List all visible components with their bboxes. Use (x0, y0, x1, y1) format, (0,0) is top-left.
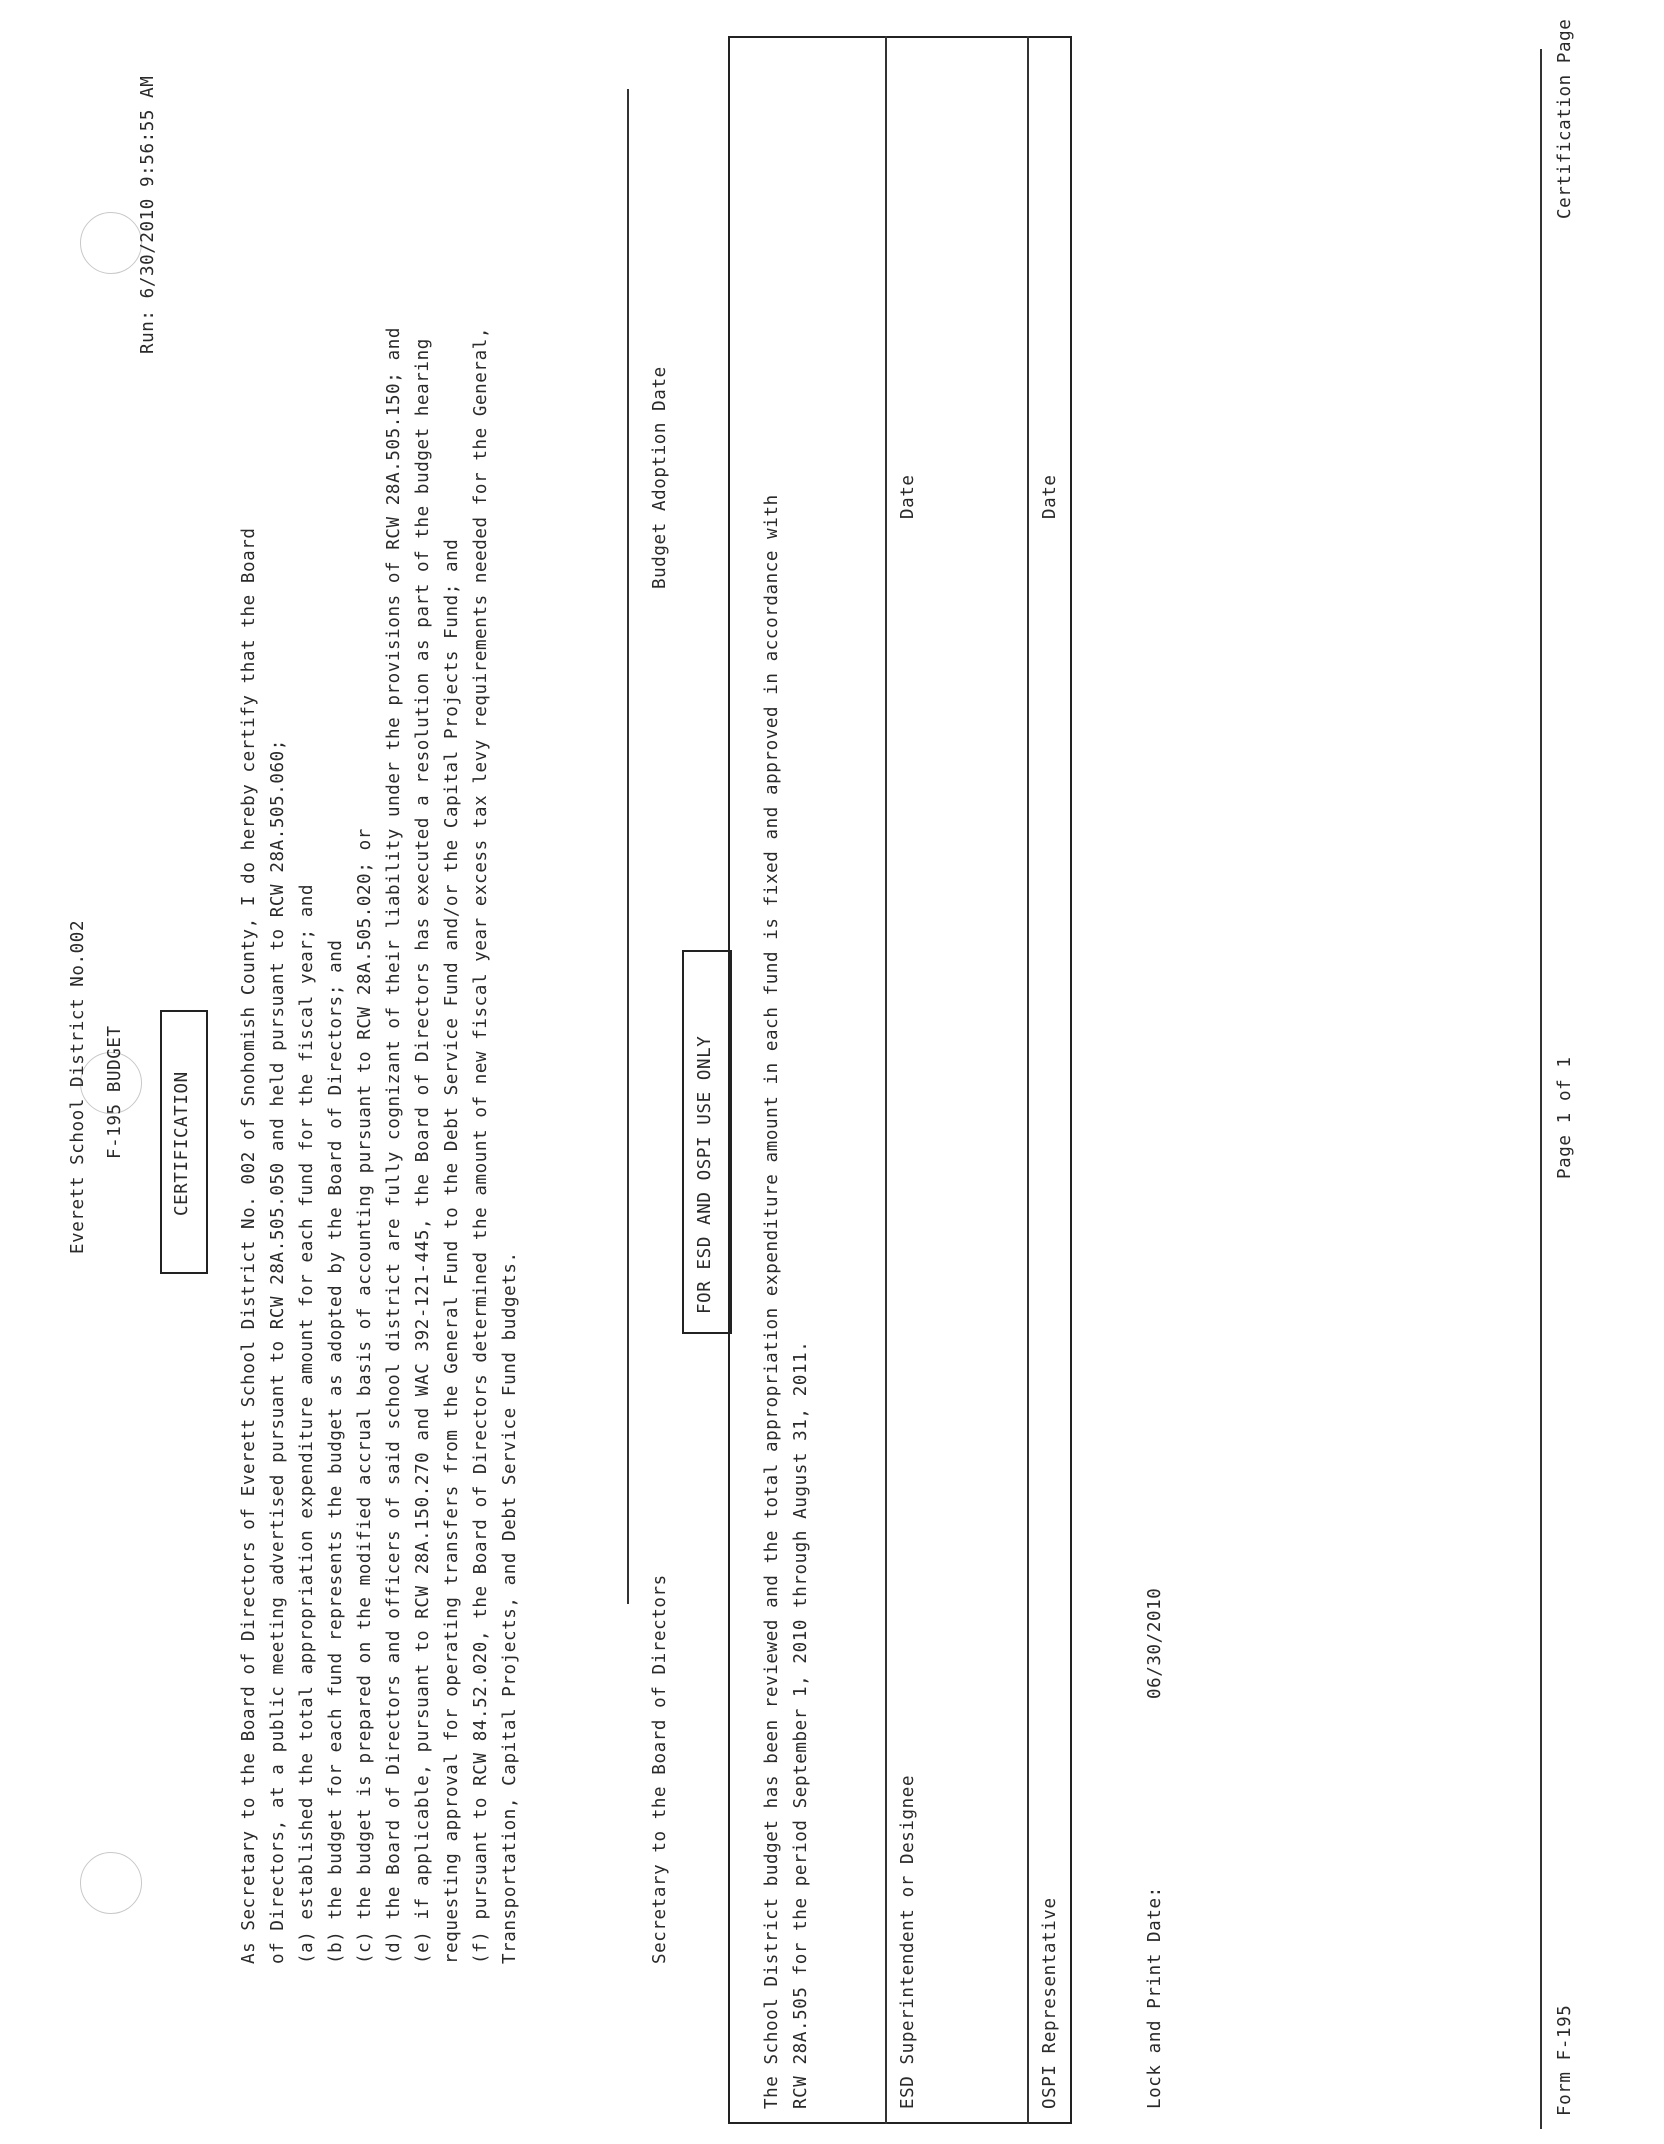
ospi-representative-label: OSPI Representative (1040, 1897, 1060, 2109)
clause-b: (b) the budget for each fund represents the budget as adopted by the Board of Directors; and (326, 939, 346, 1964)
lock-print-date: 06/30/2010 (1145, 1587, 1165, 1699)
clause-d: (d) the Board of Directors and officers of said school district are fully cognizant of their liability under the provisions of RCW 28A.505.150; and (384, 327, 404, 1964)
esd-signature-line (885, 36, 887, 2124)
secretary-label: Secretary to the Board of Directors (650, 1574, 670, 1964)
certification-intro-line-1: As Secretary to the Board of Directors of Everett School District No. 002 of Snohomish County, I do hereby certify that the Board (239, 527, 259, 1964)
clause-e-continued: requesting approval for operating transfers from the General Fund to the Debt Service Fund and/or the Capital Projects Fund; and (442, 538, 462, 1964)
approval-statement-line-1: The School District budget has been reviewed and the total appropriation expenditure amount in each fund is fixed and approved in accordance with (762, 494, 782, 2109)
certification-intro-line-2: of Directors, at a public meeting advertised pursuant to RCW 28A.505.050 and held pursuant to RCW 28A.505.060; (268, 739, 288, 1964)
certification-page-label: Certification Page (1555, 18, 1575, 219)
adoption-date-label: Budget Adoption Date (650, 366, 670, 589)
clause-c: (c) the budget is prepared on the modified accrual basis of accounting pursuant to RCW 28A.505.020; or (355, 828, 375, 1964)
adoption-date-line (627, 89, 629, 489)
footer-rule (1540, 49, 1542, 2129)
clause-f-continued: Transportation, Capital Projects, and Debt Service Fund budgets. (500, 1251, 520, 1964)
secretary-signature-line (627, 334, 629, 1604)
punch-hole-right (80, 212, 142, 274)
certification-title: CERTIFICATION (172, 1071, 192, 1216)
run-timestamp: Run: 6/30/2010 9:56:55 AM (138, 75, 158, 354)
clause-f: (f) pursuant to RCW 84.52.020, the Board of Directors determined the amount of new fiscal year excess tax levy requirements needed for the General, (471, 327, 491, 1964)
ospi-date-label: Date (1040, 474, 1060, 519)
approval-statement-line-2: RCW 28A.505 for the period September 1, 2010 through August 31, 2011. (791, 1340, 811, 2109)
ospi-signature-line (1027, 36, 1029, 2124)
esd-superintendent-label: ESD Superintendent or Designee (898, 1774, 918, 2109)
district-name: Everett School District No.002 (68, 919, 88, 1254)
form-number-label: Form F-195 (1555, 2004, 1575, 2116)
clause-a: (a) established the total appropriation expenditure amount for each fund for the fiscal year; and (297, 883, 317, 1964)
lock-print-label: Lock and Print Date: (1145, 1886, 1165, 2109)
form-title: F-195 BUDGET (105, 1025, 125, 1159)
punch-hole-left (80, 1852, 142, 1914)
clause-e: (e) if applicable, pursuant to RCW 28A.150.270 and WAC 392-121-445, the Board of Directors has executed a resolution as part of the budget hearing (413, 338, 433, 1964)
page-number-label: Page 1 of 1 (1555, 1056, 1575, 1179)
certification-text (235, 0, 525, 1964)
official-use-title: FOR ESD AND OSPI USE ONLY (695, 1035, 715, 1314)
esd-date-label: Date (898, 474, 918, 519)
